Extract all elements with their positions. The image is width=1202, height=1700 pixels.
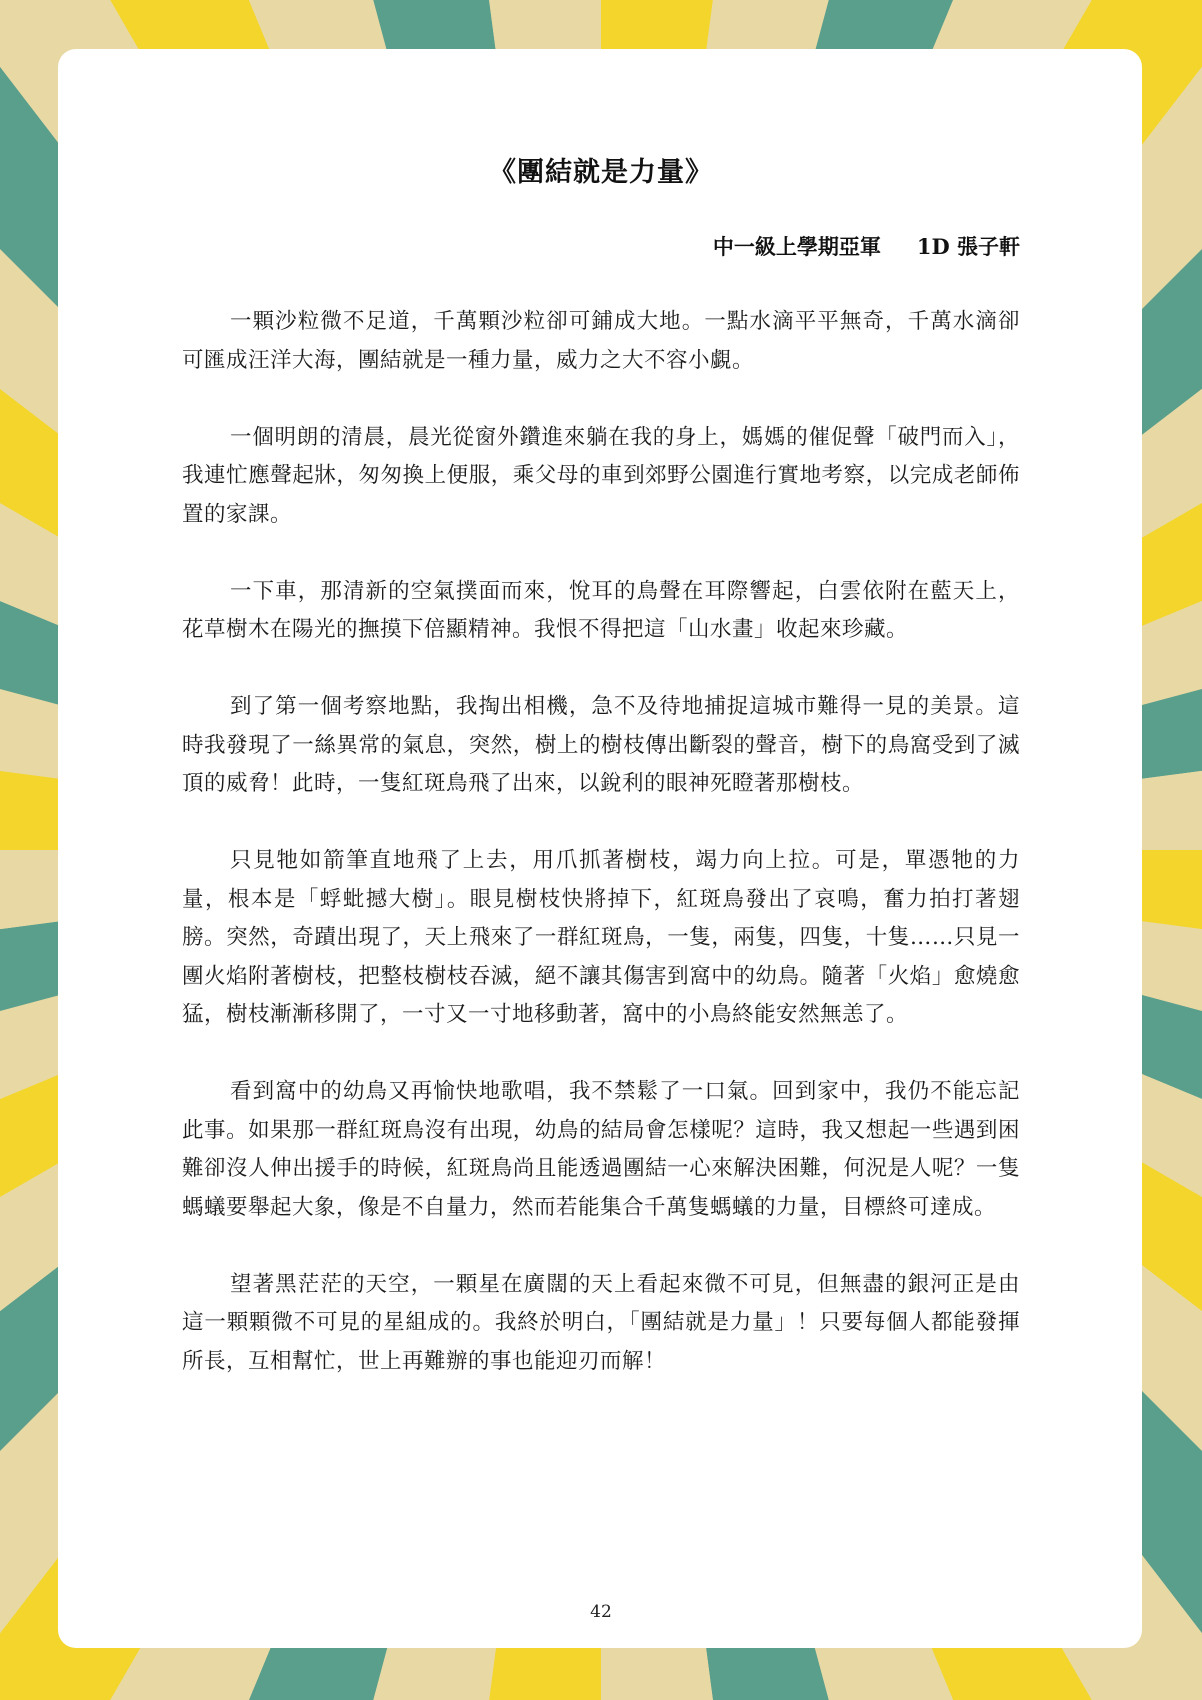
author-byline <box>713 231 1020 261</box>
essay-paragraph: 只見牠如箭筆直地飛了上去，用爪抓著樹枝，竭力向上拉。可是，單憑牠的力量，根本是「蜉蚍撼大樹」。眼見樹枝快將掉下，紅斑鳥發出了哀鳴，奮力拍打著翅膀。突然，奇蹟出現了，天上飛來了一群紅斑鳥，一隻，兩隻，四隻，十隻……只見一團火焰附著樹枝，把整枝樹枝吞滅，絕不讓其傷害到窩中的幼鳥。隨著「火焰」愈燒愈猛，樹枝漸漸移開了，一寸又一寸地移動著，窩中的小鳥終能安然無恙了。 <box>182 848 1020 1027</box>
essay-paragraph: 看到窩中的幼鳥又再愉快地歌唱，我不禁鬆了一口氣。回到家中，我仍不能忘記此事。如果那一群紅斑鳥沒有出現，幼鳥的結局會怎樣呢？這時，我又想起一些遇到困難卻沒人伸出援手的時候，紅斑鳥尚且能透過團結一心來解決困難，何況是人呢？一隻螞蟻要舉起大象，像是不自量力，然而若能集合千萬隻螞蟻的力量，目標終可達成。 <box>182 1079 1020 1220</box>
essay-paragraph: 一顆沙粒微不足道，千萬顆沙粒卻可鋪成大地。一點水滴平平無奇，千萬水滴卻可匯成汪洋大海，團結就是一種力量，威力之大不容小覷。 <box>182 309 1020 373</box>
essay-paragraph: 望著黑茫茫的天空，一顆星在廣闊的天上看起來微不可見，但無盡的銀河正是由這一顆顆微不可見的星組成的。我終於明白，「團結就是力量」！只要每個人都能發揮所長，互相幫忙，世上再難辦的事也能迎刃而解！ <box>182 1271 1020 1374</box>
essay-paragraph: 一下車，那清新的空氣撲面而來，悅耳的鳥聲在耳際響起，白雲依附在藍天上，花草樹木在陽光的撫摸下倍顯精神。我恨不得把這「山水畫」收起來珍藏。 <box>182 578 1020 642</box>
author-name: 1D 張子軒 <box>916 234 1020 259</box>
essay-paragraph: 到了第一個考察地點，我掏出相機，急不及待地捕捉這城市難得一見的美景。這時我發現了一絲異常的氣息，突然，樹上的樹枝傳出斷裂的聲音，樹下的鳥窩受到了滅頂的威脅！此時，一隻紅斑鳥飛了出來，以銳利的眼神死瞪著那樹枝。 <box>182 694 1020 796</box>
author-award: 中一級上學期亞軍 <box>712 234 881 259</box>
essay-paragraph: 一個明朗的清晨，晨光從窗外鑽進來躺在我的身上，媽媽的催促聲「破門而入」，我連忙應聲起牀，匆匆換上便服，乘父母的車到郊野公園進行實地考察，以完成老師佈置的家課。 <box>182 424 1020 527</box>
page-number: 42 <box>590 1602 612 1622</box>
essay-body <box>182 303 1020 1420</box>
essay-title: 《團結就是力量》 <box>489 157 713 188</box>
